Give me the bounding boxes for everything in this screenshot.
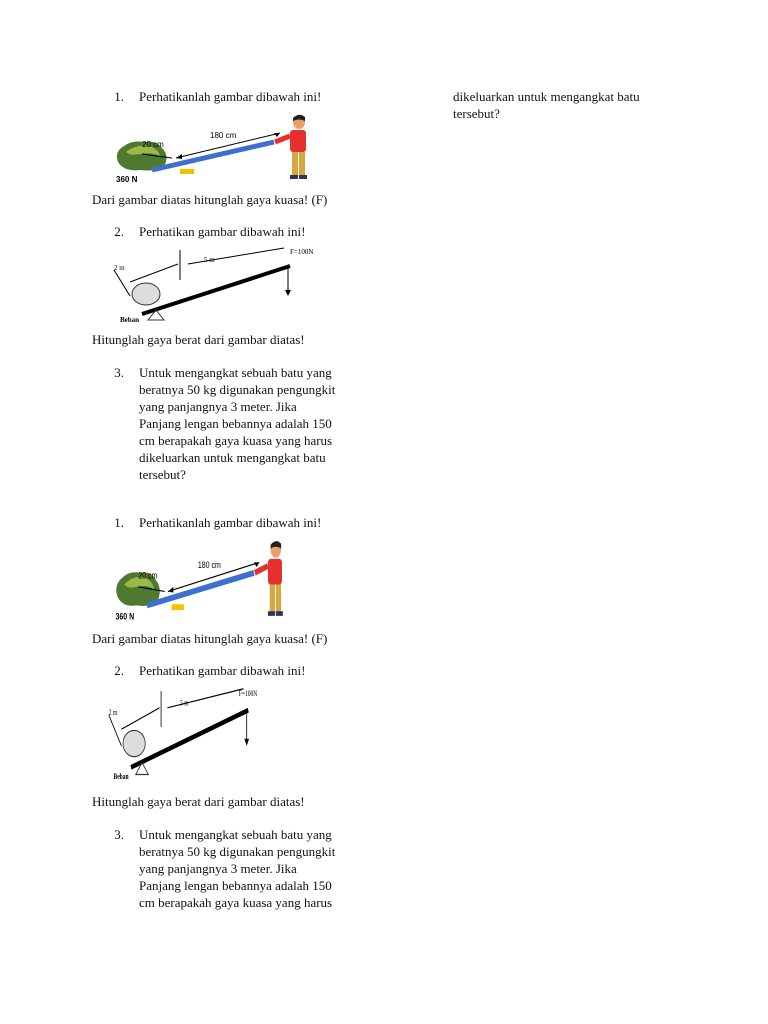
- question-number: 3.: [114, 365, 124, 380]
- label-short: 20 cm: [138, 570, 158, 581]
- column-line: dikeluarkan untuk mengangkat batu: [453, 89, 640, 104]
- question-number: 1.: [114, 89, 124, 104]
- question-line: cm berapakah gaya kuasa yang harus: [139, 895, 333, 910]
- question-line: yang panjangnya 3 meter. Jika: [139, 861, 297, 876]
- label-left: 2 m: [108, 707, 118, 718]
- question-line: beratnya 50 kg digunakan pengungkit: [139, 844, 336, 859]
- question-text: Perhatikanlah gambar dibawah ini!: [139, 89, 322, 104]
- lever-bar: [147, 573, 254, 606]
- question-line: Untuk mengangkat sebuah batu yang: [139, 827, 332, 842]
- question-text: Perhatikan gambar dibawah ini!: [139, 663, 306, 678]
- question-line: dikeluarkan untuk mengangkat batu: [139, 450, 326, 465]
- person-icon: [275, 115, 307, 179]
- fulcrum-block: [180, 169, 194, 174]
- question-line: Panjang lengan bebannya adalah 150: [139, 416, 332, 431]
- question-number: 3.: [114, 827, 124, 842]
- label-long: 180 cm: [210, 131, 237, 140]
- question-2-followup: Hitunglah gaya berat dari gambar diatas!: [92, 332, 305, 347]
- question-line: Untuk mengangkat sebuah batu yang: [139, 365, 332, 380]
- question-1-followup: Dari gambar diatas hitunglah gaya kuasa! (F): [92, 192, 328, 207]
- label-load: Beban: [120, 316, 140, 324]
- question-line: yang panjangnya 3 meter. Jika: [139, 399, 297, 414]
- fulcrum-block: [172, 604, 184, 610]
- lever-figure-2: [108, 244, 330, 328]
- label-force: F=100N: [290, 248, 314, 256]
- label-right: 5 m: [180, 698, 189, 708]
- label-weight: 360 N: [115, 611, 135, 622]
- label-force: F=100N: [238, 688, 258, 699]
- question-number: 1.: [114, 515, 124, 530]
- question-number: 2.: [114, 663, 124, 678]
- lever-bar: [131, 710, 248, 767]
- question-text: Perhatikan gambar dibawah ini!: [139, 224, 306, 239]
- question-number: 2.: [114, 224, 124, 239]
- load-ball: [123, 730, 145, 756]
- question-text: Perhatikanlah gambar dibawah ini!: [139, 515, 322, 530]
- label-short: 20 cm: [142, 140, 164, 149]
- question-2-followup: Hitunglah gaya berat dari gambar diatas!: [92, 794, 305, 809]
- label-weight: 360 N: [116, 175, 138, 184]
- question-1-followup: Dari gambar diatas hitunglah gaya kuasa! (F): [92, 631, 328, 646]
- question-line: Panjang lengan bebannya adalah 150: [139, 878, 332, 893]
- label-right: 5 m: [204, 256, 215, 264]
- dimension-arrow-left: [130, 264, 178, 282]
- question-line: cm berapakah gaya kuasa yang harus: [139, 433, 333, 448]
- label-left: 2 m: [114, 264, 125, 272]
- person-icon: [255, 541, 283, 616]
- lever-bar: [152, 142, 274, 170]
- label-load: Beban: [113, 772, 129, 782]
- dimension-arrow-right: [188, 248, 284, 264]
- lever-bar: [142, 266, 290, 314]
- lever-figure-1: [112, 112, 322, 186]
- load-ball: [132, 283, 160, 305]
- lever-figure-1-repeat: [112, 538, 296, 624]
- column-line: tersebut?: [453, 106, 500, 121]
- question-line: beratnya 50 kg digunakan pengungkit: [139, 382, 336, 397]
- lever-figure-2-repeat: [104, 684, 280, 784]
- label-long: 180 cm: [197, 560, 221, 571]
- question-line: tersebut?: [139, 467, 186, 482]
